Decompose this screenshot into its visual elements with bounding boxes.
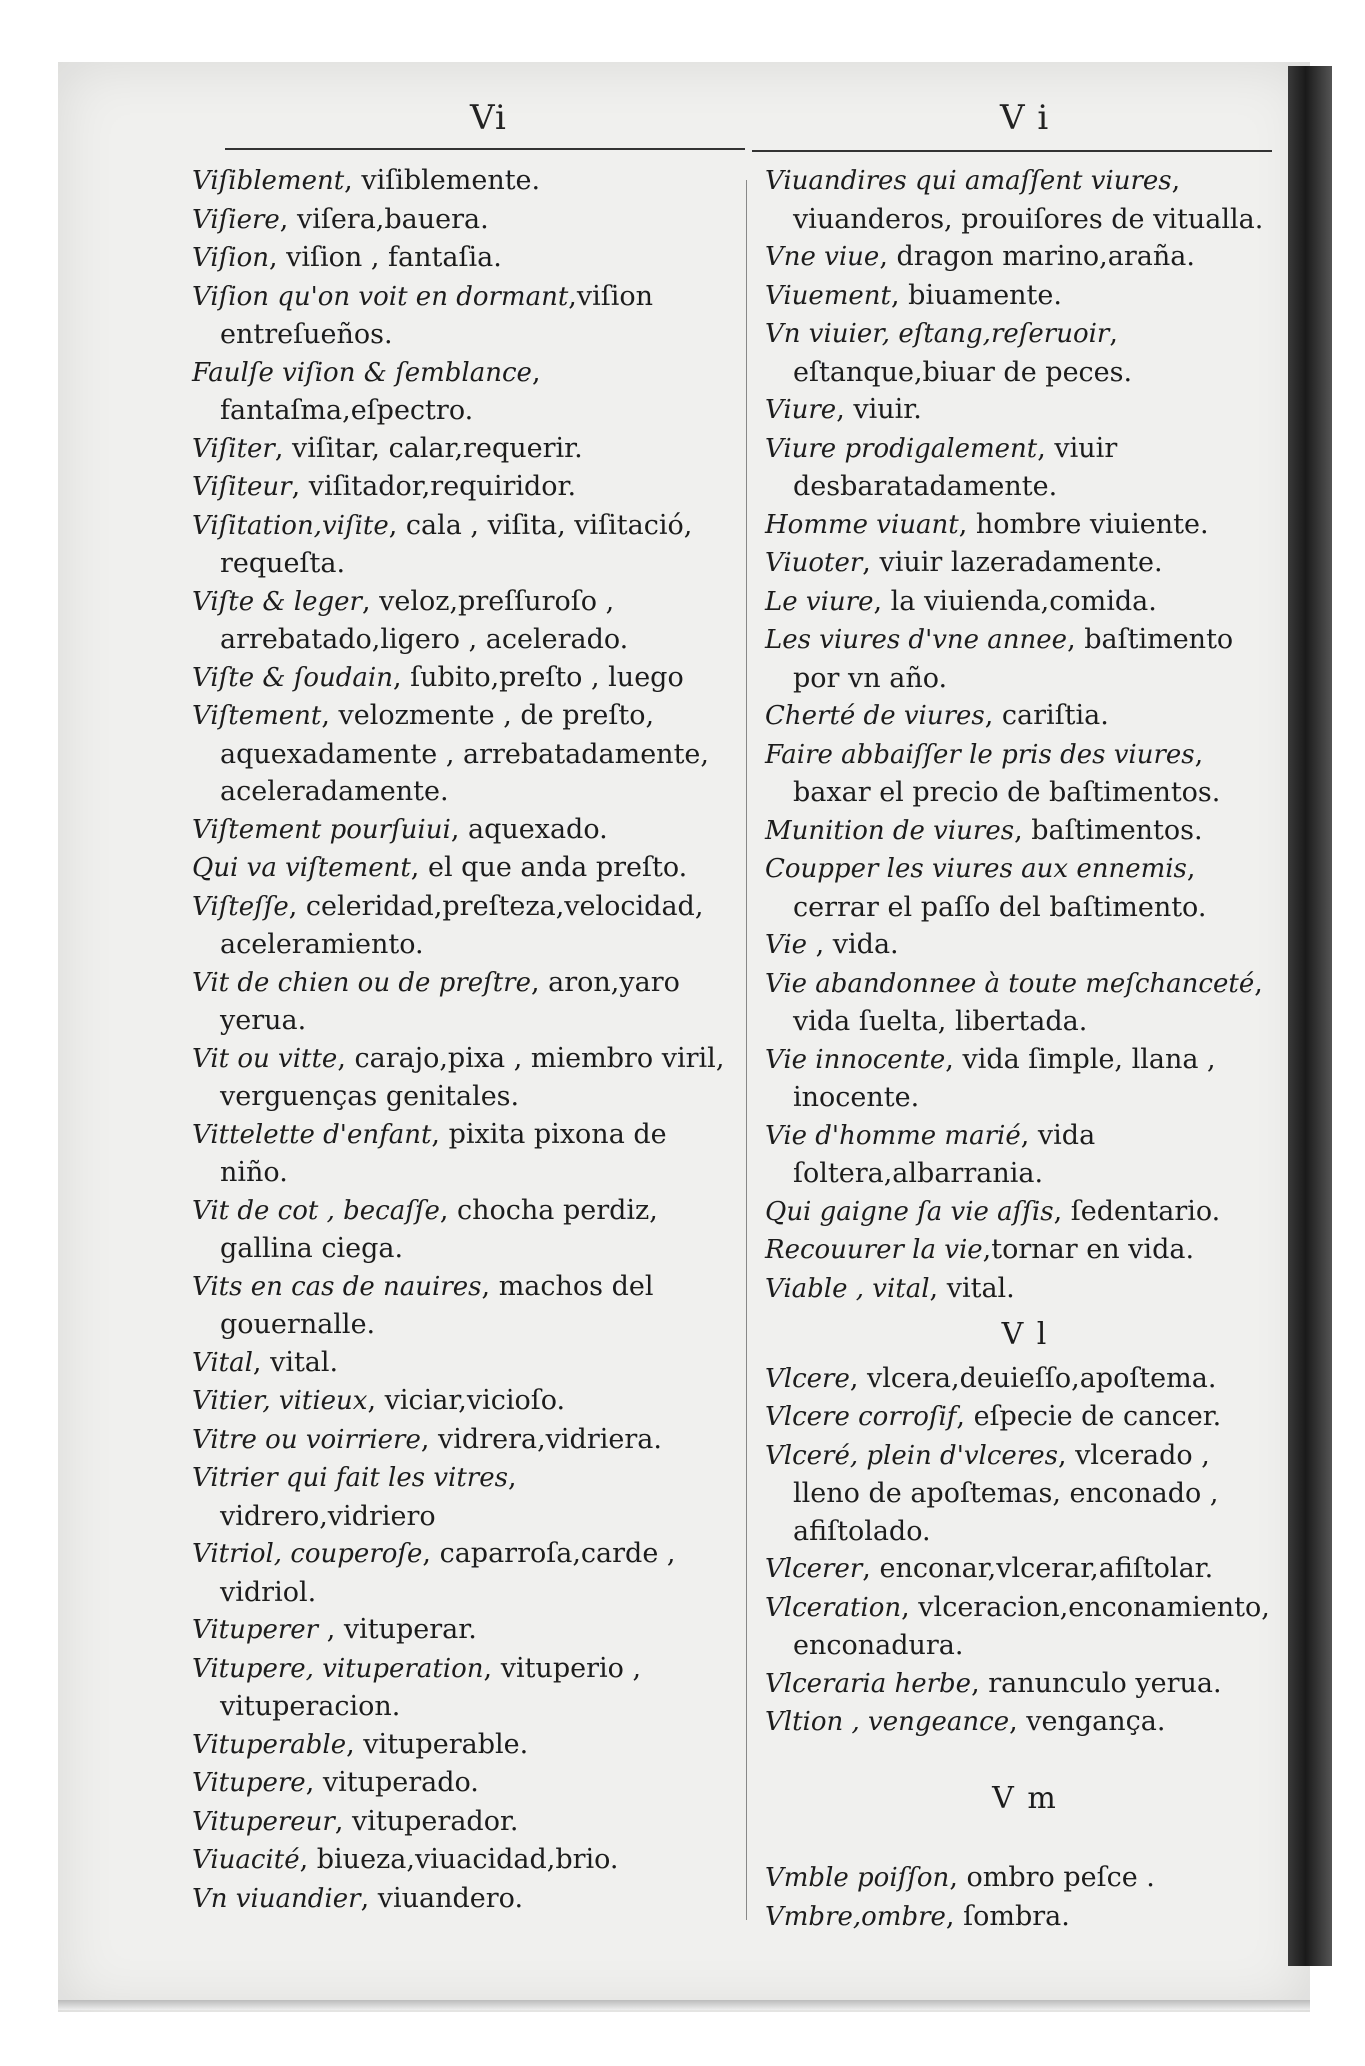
entry-definition: ,viſion entreſueños.: [220, 280, 654, 350]
entry-headword: Vitriol, couperoſe: [192, 1539, 423, 1569]
entry-definition: , cala , viſita, viſitació, requeſta.: [220, 509, 693, 579]
dictionary-entry: [765, 621, 1285, 697]
dictionary-entry: [192, 1880, 737, 1919]
dictionary-entry: [192, 1116, 737, 1192]
entry-definition: , vida ſimple, llana , inocente.: [793, 1043, 1216, 1113]
entry-headword: Viſtement pourſuiui: [192, 814, 451, 845]
entry-headword: Vlcere: [765, 1363, 850, 1394]
running-head-left: Vi: [470, 98, 507, 138]
dictionary-entry: [192, 507, 737, 583]
entry-headword: Viſiblement: [192, 166, 345, 196]
dictionary-entry: [192, 1535, 737, 1611]
entry-definition: , chocha perdiz, gallina ciega.: [220, 1194, 658, 1264]
entry-definition: , cariſtia.: [984, 700, 1109, 731]
dictionary-entry: [192, 354, 737, 430]
entry-headword: Vits en cas de nauires: [192, 1271, 482, 1302]
dictionary-entry: [192, 1344, 737, 1383]
entry-headword: Vitier, vitieux: [192, 1386, 368, 1416]
entry-definition: , viſiblemente.: [344, 165, 541, 196]
entry-headword: Faire abbaiſſer le pris des viures: [765, 739, 1195, 770]
entry-definition: , viſitador,requiridor.: [291, 471, 577, 502]
entry-headword: Vit de cot , becaſſe: [192, 1195, 440, 1226]
dictionary-entry: [192, 583, 737, 659]
dictionary-entry: [192, 278, 737, 354]
entry-definition: , veloz,preſſuroſo , arrebatado,ligero , acelerado.: [220, 585, 629, 655]
entry-definition: , viciar,vicioſo.: [367, 1385, 566, 1416]
entry-definition: , vital.: [252, 1346, 339, 1378]
entry-definition: , viuir lazeradamente.: [862, 547, 1163, 578]
entry-headword: Vituperer: [192, 1615, 319, 1645]
entry-definition: , ranunculo yerua.: [971, 1667, 1222, 1699]
dictionary-entry: [765, 1665, 1285, 1704]
dictionary-entry: [192, 659, 737, 698]
page-edge-shadow: [1288, 66, 1332, 1966]
entry-headword: Coupper les viures aux ennemis: [765, 854, 1187, 884]
entry-headword: Vmble poiſſon: [765, 1863, 950, 1893]
entry-definition: , vengança.: [1009, 1706, 1166, 1737]
dictionary-entry: [765, 736, 1285, 812]
entry-headword: Viuandires qui amaſſent viures: [765, 166, 1172, 196]
dictionary-entry: [765, 315, 1285, 391]
dictionary-entry: [765, 162, 1285, 238]
entry-definition: , vituperado.: [305, 1767, 479, 1798]
entry-headword: Viuacité: [192, 1845, 300, 1875]
entry-definition: , machos del gouernalle.: [220, 1270, 654, 1340]
running-head-right: V i: [1000, 98, 1050, 138]
dictionary-entry: [765, 1360, 1285, 1399]
entry-definition: , viſera,bauera.: [279, 203, 489, 235]
entry-definition: , dragon marino,araña.: [879, 241, 1195, 272]
dictionary-entry: [765, 1117, 1285, 1193]
dictionary-entry: [765, 391, 1285, 430]
entry-headword: Vitupereur: [192, 1806, 335, 1837]
dictionary-entry: [765, 1231, 1285, 1270]
dictionary-entry: [765, 812, 1285, 851]
entry-definition: , pixita pixona de niño.: [220, 1118, 667, 1188]
dictionary-entry: [192, 1841, 737, 1880]
entry-definition: , vital.: [929, 1272, 1015, 1304]
dictionary-entry: [192, 239, 737, 278]
dictionary-entry: [192, 1650, 737, 1726]
dictionary-entry: [765, 1193, 1285, 1232]
entry-headword: Cherté de viures: [765, 701, 985, 731]
entry-headword: Vlceré, plein d'vlceres: [765, 1440, 1058, 1471]
entry-headword: Vital: [192, 1347, 253, 1378]
entry-headword: Vn viuier, eſtang,reſeruoir: [765, 319, 1110, 349]
dictionary-entry: [192, 468, 737, 507]
entry-definition: , vituperar.: [318, 1614, 477, 1645]
dictionary-entry: [192, 1726, 737, 1765]
entry-headword: Viſiere: [192, 204, 280, 235]
entry-headword: Viſion qu'on voit en dormant: [192, 281, 569, 312]
entry-headword: Vit de chien ou de preſtre: [192, 967, 531, 998]
entry-headword: Viſteſſe: [192, 891, 289, 922]
entry-definition: , aron,yaro yerua.: [220, 966, 680, 1036]
entry-definition: , vlceracion,enconamiento, enconadura.: [793, 1591, 1270, 1661]
entry-headword: Viable , vital: [765, 1273, 930, 1304]
entry-definition: , enconar,vlcerar,afiſtolar.: [862, 1553, 1214, 1584]
entry-definition: , vida.: [807, 929, 899, 960]
entry-definition: , eſtanque,biuar de peces.: [793, 318, 1133, 388]
entry-headword: Munition de viures: [765, 815, 1015, 846]
entry-definition: , carajo,pixa , miembro viril, verguenças genitales.: [220, 1042, 725, 1112]
entry-definition: , vituperador.: [334, 1805, 519, 1837]
right-entries-vi: [765, 162, 1285, 1308]
dictionary-entry: [765, 544, 1285, 583]
entry-headword: Viſte & ſoudain: [192, 662, 393, 693]
dictionary-entry: [765, 850, 1285, 926]
entry-definition: , celeridad,preſteza,velocidad, aceleramiento.: [220, 890, 704, 960]
dictionary-entry: [192, 1803, 737, 1842]
entry-definition: , vidrera,vidriera.: [420, 1423, 662, 1455]
entry-headword: Viſitation,viſite: [192, 510, 389, 541]
dictionary-entry: [765, 926, 1285, 965]
dictionary-entry: [765, 1859, 1285, 1898]
dictionary-entry: [192, 811, 737, 850]
entry-definition: , viuanderos, prouiſores de vitualla.: [793, 165, 1264, 235]
entry-headword: Viſte & leger: [192, 586, 362, 617]
entry-headword: Viſtement: [192, 701, 322, 731]
dictionary-entry: [765, 238, 1285, 277]
entry-definition: ,tornar en vida.: [982, 1234, 1195, 1265]
entry-headword: Vitupere, vituperation: [192, 1653, 484, 1684]
entry-headword: Vlcere corroſif: [765, 1402, 957, 1432]
dictionary-entry: [192, 1268, 737, 1344]
entry-headword: Vlceraria herbe: [765, 1668, 972, 1699]
dictionary-entry: [192, 1382, 737, 1421]
dictionary-entry: [765, 430, 1285, 506]
dictionary-entry: [192, 964, 737, 1040]
entry-definition: , viſitar, calar,requerir.: [274, 432, 583, 464]
entry-headword: Homme viuant: [765, 509, 959, 540]
entry-headword: Vitre ou voirriere: [192, 1424, 421, 1455]
entry-headword: Vittelette d'enfant: [192, 1119, 432, 1150]
entry-headword: Viuement: [765, 280, 892, 311]
section-heading-vl: V l: [1001, 1317, 1049, 1352]
dictionary-entry: [192, 162, 737, 201]
dictionary-entry: [765, 1703, 1285, 1742]
entry-definition: , ſedentario.: [1053, 1195, 1221, 1227]
entry-headword: Vltion , vengeance: [765, 1707, 1010, 1737]
dictionary-entry: [192, 888, 737, 964]
dictionary-entry: [765, 1898, 1285, 1937]
entry-definition: , fantaſma,eſpectro.: [220, 356, 541, 426]
dictionary-entry: [765, 1270, 1285, 1309]
dictionary-entry: [765, 506, 1285, 545]
entry-definition: , vida ſoltera,albarrania.: [793, 1119, 1096, 1189]
column-divider: [746, 180, 747, 1920]
entry-definition: , caparroſa,carde , vidriol.: [220, 1538, 676, 1608]
entry-definition: , ombro peſce .: [949, 1862, 1155, 1893]
entry-headword: Le viure: [765, 586, 874, 617]
entry-definition: , vlcera,deuieſſo,apoſtema.: [849, 1362, 1217, 1394]
dictionary-entry: [765, 1437, 1285, 1551]
entry-definition: , viuir.: [836, 394, 922, 425]
dictionary-entry: [192, 849, 737, 888]
entry-definition: , aquexado.: [450, 813, 608, 845]
entry-headword: Les viures d'vne annee: [765, 625, 1068, 655]
entry-headword: Vlceration: [765, 1592, 902, 1623]
entry-headword: Vmbre,ombre: [765, 1901, 946, 1932]
header-rule-left: [225, 148, 745, 150]
entry-definition: , velozmente , de preſto, aquexadamente , arrebatadamente, aceleradamente.: [220, 700, 709, 807]
dictionary-entry: [765, 277, 1285, 316]
dictionary-entry: [192, 201, 737, 240]
entry-definition: , la viuienda,comida.: [873, 585, 1157, 617]
entry-definition: , vituperio , vituperacion.: [220, 1652, 642, 1722]
entry-headword: Viure: [765, 395, 837, 425]
dictionary-entry: [192, 697, 737, 811]
entry-definition: , vlcerado , lleno de apoſtemas, enconado , afiſtolado.: [793, 1439, 1219, 1547]
dictionary-entry: [765, 1550, 1285, 1589]
entry-definition: , baſtimentos.: [1014, 814, 1203, 846]
right-entries-vl: [765, 1360, 1285, 1742]
dictionary-entry: [765, 1398, 1285, 1437]
entry-headword: Viſiter: [192, 433, 275, 464]
dictionary-entry: [192, 1764, 737, 1803]
entry-definition: , viuandero.: [360, 1882, 524, 1914]
entry-headword: Vne viue: [765, 242, 880, 272]
entry-headword: Recouurer la vie: [765, 1235, 983, 1265]
entry-headword: Vitupere: [192, 1768, 306, 1798]
entry-definition: , cerrar el paſſo del baſtimento.: [793, 853, 1207, 923]
entry-definition: , biueza,viuacidad,brio.: [299, 1844, 619, 1875]
left-column: [192, 162, 737, 1918]
entry-definition: , biuamente.: [891, 279, 1062, 311]
section-heading-vm: V m: [992, 1780, 1058, 1816]
entry-headword: Vie innocente: [765, 1044, 946, 1075]
entry-headword: Viſiteur: [192, 472, 292, 502]
entry-headword: Vituperable: [192, 1729, 347, 1760]
entry-definition: , baſtimento por vn año.: [793, 624, 1234, 694]
entry-definition: , eſpecie de cancer.: [956, 1401, 1222, 1432]
right-entries-vm: [765, 1859, 1285, 1936]
dictionary-entry: [192, 430, 737, 469]
entry-headword: Viuoter: [765, 548, 863, 578]
entry-definition: , ſubito,preſto , luego: [393, 661, 684, 693]
entry-headword: Faulſe viſion & ſemblance: [192, 357, 532, 388]
entry-headword: Vie: [765, 930, 808, 960]
entry-definition: , vituperable.: [346, 1728, 529, 1760]
dictionary-entry: [192, 1192, 737, 1268]
right-column: [765, 162, 1285, 1936]
entry-headword: Vie abandonnee à toute meſchanceté: [765, 968, 1255, 999]
dictionary-entry: [765, 965, 1285, 1041]
entry-headword: Vit ou vitte: [192, 1043, 338, 1074]
dictionary-entry: [192, 1421, 737, 1460]
entry-headword: Vie d'homme marié: [765, 1120, 1021, 1151]
entry-headword: Vitrier qui fait les vitres: [192, 1463, 508, 1493]
dictionary-entry: [765, 697, 1285, 736]
entry-headword: Viure prodigalement: [765, 433, 1038, 464]
entry-headword: Vlcerer: [765, 1554, 863, 1584]
entry-definition: , el que anda preſto.: [410, 852, 688, 883]
entry-headword: Viſion: [192, 243, 269, 273]
dictionary-entry: [192, 1459, 737, 1535]
entry-headword: Vn viuandier: [192, 1883, 361, 1914]
dictionary-entry: [192, 1611, 737, 1650]
header-rule-right: [752, 150, 1272, 152]
dictionary-entry: [765, 583, 1285, 622]
dictionary-entry: [765, 1589, 1285, 1665]
entry-definition: , hombre viuiente.: [958, 508, 1209, 540]
entry-definition: , viuir desbaratadamente.: [793, 432, 1118, 502]
dictionary-entry: [192, 1040, 737, 1116]
entry-definition: , vidrero,vidriero: [220, 1462, 517, 1532]
entry-definition: , vida ſuelta, libertada.: [793, 967, 1263, 1037]
page-bottom-edge: [58, 2000, 1310, 2010]
entry-definition: , viſion , fantaſia.: [268, 242, 502, 273]
entry-headword: Qui va viſtement: [192, 853, 411, 883]
entry-definition: , ſombra.: [945, 1900, 1070, 1932]
entry-definition: , baxar el precio de baſtimentos.: [793, 738, 1221, 808]
entry-headword: Qui gaigne ſa vie aſſis: [765, 1196, 1054, 1227]
dictionary-entry: [765, 1041, 1285, 1117]
